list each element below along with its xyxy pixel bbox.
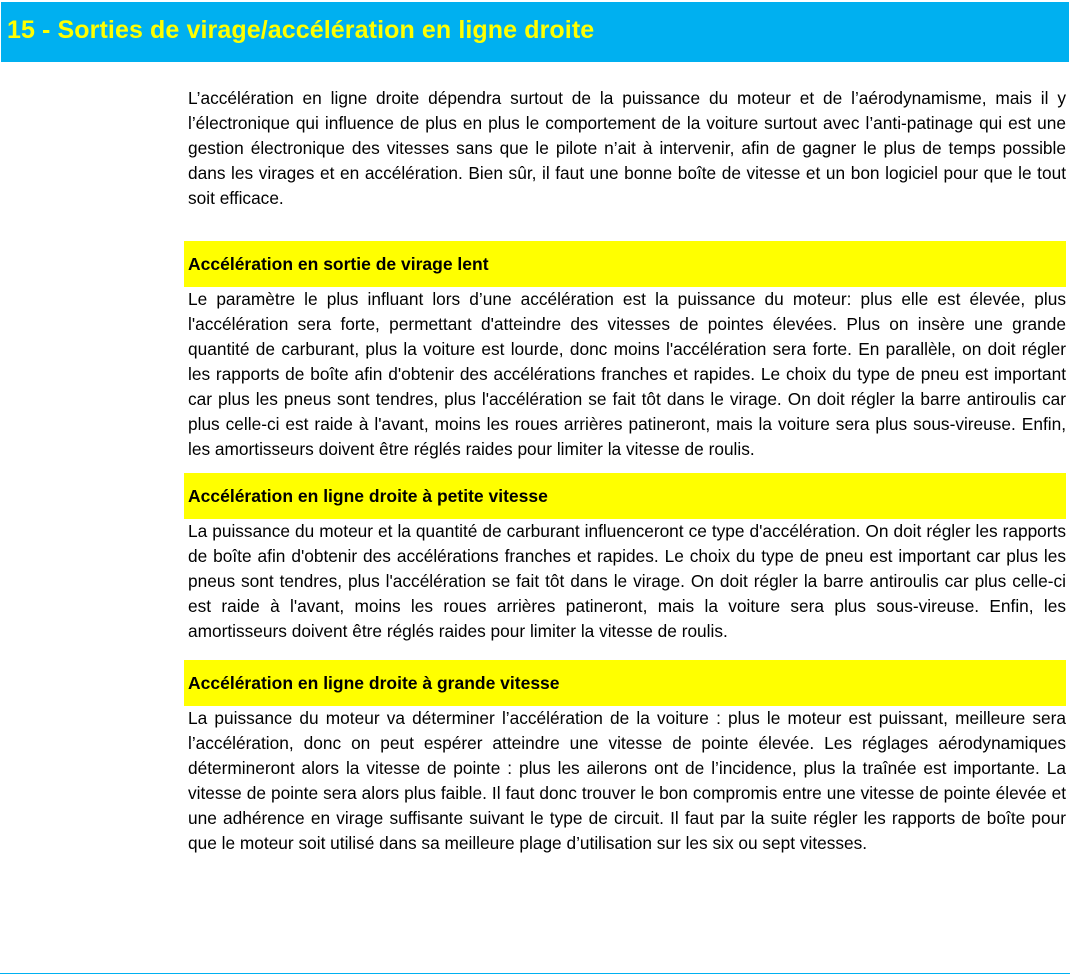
section-heading-low-speed-straight: Accélération en ligne droite à petite vitesse	[184, 473, 1066, 519]
section-heading-high-speed-straight: Accélération en ligne droite à grande vitesse	[184, 660, 1066, 706]
intro-paragraph: L’accélération en ligne droite dépendra surtout de la puissance du moteur et de l’aérodynamisme, mais il y l’électronique qui influence de plus en plus le comportement de la voiture surtout avec l’anti-patinage qui est une gestion électronique des vitesses sans que le pilote n’ait à intervenir, afin de gagner le plus de temps possible dans les virages et en accélération. Bien sûr, il faut une bonne boîte de vitesse et un bon logiciel pour que le tout soit efficace.	[188, 88, 1066, 208]
page-header-bar	[1, 2, 1069, 62]
page-title: 15 - Sorties de virage/accélération en ligne droite	[7, 15, 595, 44]
section-body-low-speed-straight: La puissance du moteur et la quantité de carburant influenceront ce type d'accélération. On doit régler les rapports de boîte afin d'obtenir des accélérations franches et rapides. Le choix du type de pneu est important car plus les pneus sont tendres, plus l'accélération se fait tôt dans le virage. On doit régler la barre antiroulis car plus celle-ci est raide à l'avant, moins les roues arrières patineront, mais la voiture sera plus sous-vireuse. Enfin, les amortisseurs doivent être réglés raides pour limiter la vitesse de roulis.	[188, 521, 1066, 641]
bottom-divider	[0, 973, 1070, 974]
document-content	[184, 86, 1066, 856]
section-body-slow-corner-exit: Le paramètre le plus influant lors d’une accélération est la puissance du moteur: plus elle est élevée, plus l'accélération sera forte, permettant d'atteindre des vitesses de pointes élevées. Plus on insère une grande quantité de carburant, plus la voiture est lourde, donc moins l'accélération sera forte. En parallèle, on doit régler les rapports de boîte afin d'obtenir des accélérations franches et rapides. Le choix du type de pneu est important car plus les pneus sont tendres, plus l'accélération se fait tôt dans le virage. On doit régler la barre antiroulis car plus celle-ci est raide à l'avant, moins les roues arrières patineront, mais la voiture sera plus sous-vireuse. Enfin, les amortisseurs doivent être réglés raides pour limiter la vitesse de roulis.	[188, 289, 1066, 459]
section-body-high-speed-straight: La puissance du moteur va déterminer l’accélération de la voiture : plus le moteur est puissant, meilleure sera l’accélération, donc on peut espérer atteindre une vitesse de pointe élevée. Les réglages aérodynamiques détermineront alors la vitesse de pointe : plus les ailerons ont de l’incidence, plus la traînée est importante. La vitesse de pointe sera alors plus faible. Il faut donc trouver le bon compromis entre une vitesse de pointe élevée et une adhérence en virage suffisante suivant le type de circuit. Il faut par la suite régler les rapports de boîte pour que le moteur soit utilisé dans sa meilleure plage d’utilisation sur les six ou sept vitesses.	[188, 708, 1066, 853]
section-heading-slow-corner-exit: Accélération en sortie de virage lent	[184, 241, 1066, 287]
